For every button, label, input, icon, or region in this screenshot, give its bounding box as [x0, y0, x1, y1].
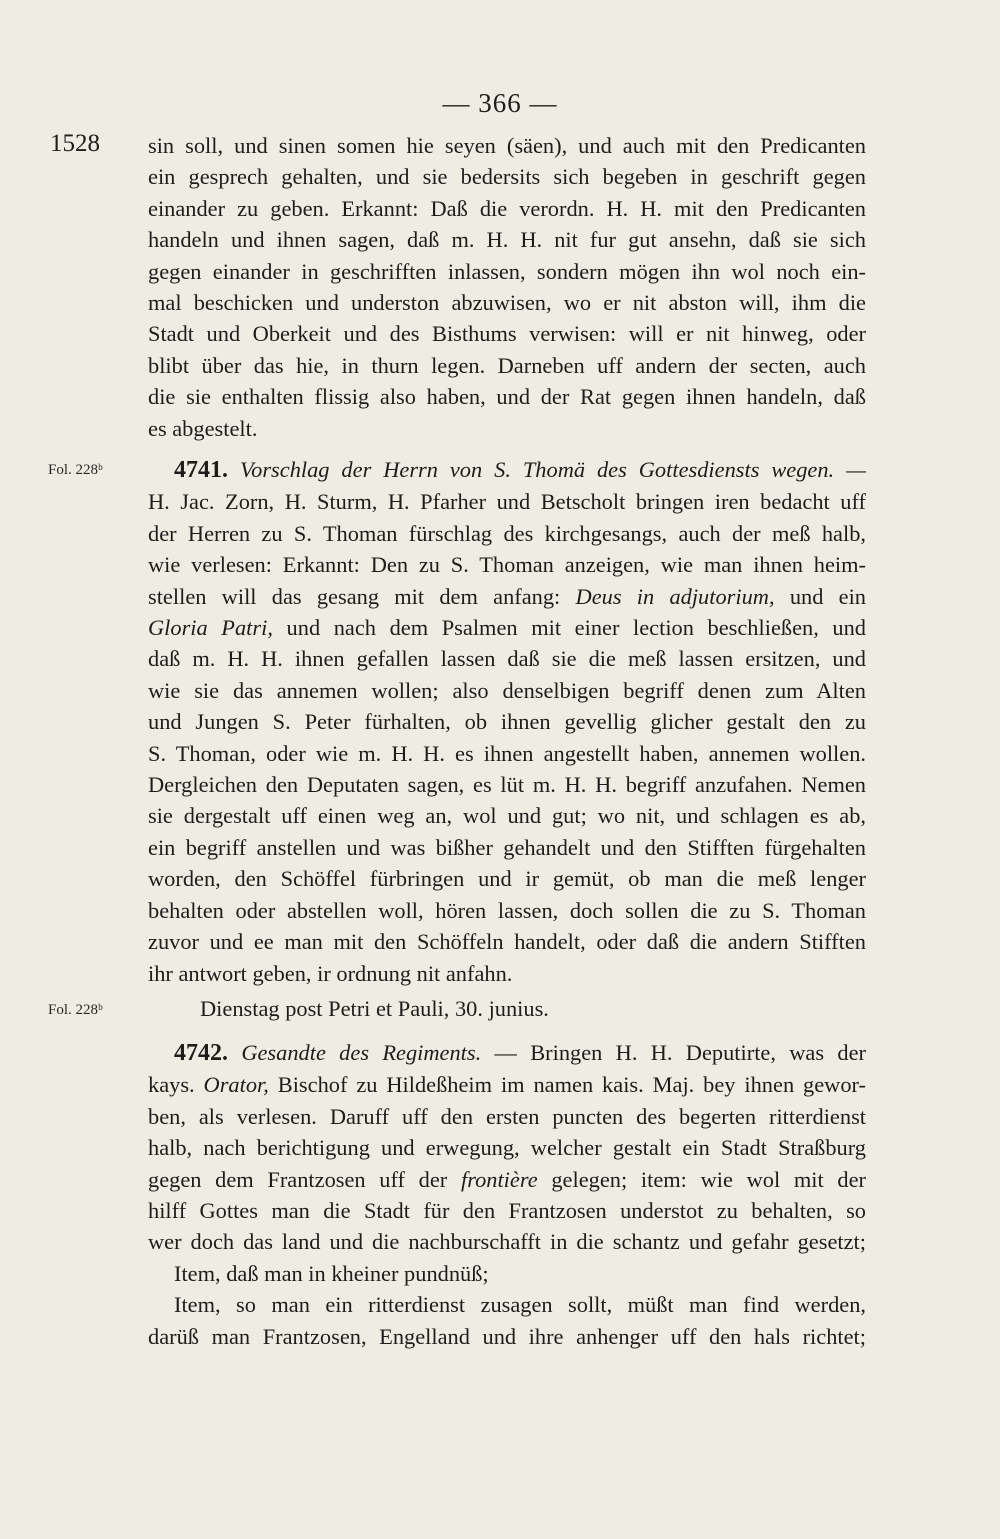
text-line: einander zu geben. Erkannt: Daß die verordn. H. H. mit den Predicanten [148, 195, 866, 221]
text-line: Dergleichen den Deputaten sagen, es lüt m. H. H. begriff anzufahen. Nemen [148, 772, 866, 798]
text-line: ein gesprech gehalten, und sie bedersits sich begeben in geschrift gegen [148, 164, 866, 190]
text-line: Item, daß man in kheiner pundnüß; [174, 1260, 489, 1286]
margin-folio-note: Fol. 228ᵇ [48, 1002, 103, 1018]
text-segment: Bischof zu Hildeßheim im namen kais. Maj. bey ihnen gewor- [277, 1072, 866, 1098]
text-line [148, 612, 866, 643]
entry-heading [148, 454, 866, 486]
margin-folio-note: Fol. 228ᵇ [48, 462, 103, 478]
text-line: handeln und ihnen sagen, daß m. H. H. nit fur gut ansehn, daß sie sich [148, 227, 866, 253]
entry-heading [148, 1037, 866, 1069]
text-segment: — Bringen H. H. Deputirte, was der [494, 1040, 866, 1065]
italic-term: frontière [460, 1166, 538, 1192]
text-line: Item, so man ein ritterdienst zusagen sollt, müßt man find werden, [174, 1292, 866, 1318]
entry-title: Vorschlag der Herrn von S. Thomä des Gottesdiensts wegen. — [239, 457, 866, 482]
text-line: hilff Gottes man die Stadt für den Frantzosen understot zu behalten, so [148, 1198, 866, 1224]
text-line: ein begriff anstellen und was bißher gehandelt und den Stifften fürgehalten [148, 834, 866, 860]
text-line: wie verlesen: Erkannt: Den zu S. Thoman anzeigen, wie man ihnen heim- [148, 552, 866, 578]
text-line: daß m. H. H. ihnen gefallen lassen daß sie die meß lassen ersitzen, und [148, 646, 866, 672]
text-line: behalten oder abstellen woll, hören lassen, doch sollen die zu S. Thoman [148, 897, 866, 923]
entry-number: 4742. [174, 1040, 228, 1066]
entry-4742 [148, 1037, 866, 1352]
text-segment: gegen dem Frantzosen uff der [148, 1166, 448, 1192]
text-segment: und nach dem Psalmen mit einer lection beschließen, und [286, 615, 866, 641]
text-line [148, 1069, 866, 1100]
paragraph-continuation [148, 130, 866, 444]
text-line: mal beschicken und underston abzuwisen, wo er nit abston will, ihm die [148, 290, 866, 316]
italic-term: Orator, [203, 1072, 269, 1098]
text-line: es abgestelt. [148, 415, 258, 441]
latin-phrase: Gloria Patri, [148, 615, 273, 641]
text-line [148, 581, 866, 612]
text-line: wie sie das annemen wollen; also denselbigen begriff denen zum Alten [148, 677, 866, 703]
entry-number: 4741. [174, 457, 228, 483]
text-line: die sie enthalten flissig also haben, und der Rat gegen ihnen handeln, daß [148, 384, 866, 410]
page-number: — 366 — [442, 88, 558, 118]
text-line: S. Thoman, oder wie m. H. H. es ihnen angestellt haben, annemen wollen. [148, 740, 866, 766]
text-line: wer doch das land und die nachburschafft in die schantz und gefahr gesetzt; [148, 1229, 866, 1255]
text-segment: und ein [789, 583, 866, 609]
text-line: sie dergestalt uff einen weg an, wol und gut; wo nit, und schlagen es ab, [148, 803, 866, 829]
latin-phrase: Deus in adjutorium, [575, 583, 775, 609]
text-line [148, 1164, 866, 1195]
text-segment: gelegen; item: wie wol mit der [551, 1166, 866, 1192]
text-line: ben, als verlesen. Daruff uff den ersten puncten des begerten ritterdienst [148, 1103, 866, 1129]
text-line: H. Jac. Zorn, H. Sturm, H. Pfarher und Betscholt bringen iren bedacht uff [148, 489, 866, 515]
entry-4741 [148, 454, 866, 989]
date-heading: Dienstag post Petri et Pauli, 30. junius. [200, 996, 549, 1021]
text-line: Stadt und Oberkeit und des Bisthums verwisen: will er nit hinweg, oder [148, 321, 866, 347]
text-line: worden, den Schöffel fürbringen und ir gemüt, ob man die meß lenger [148, 866, 866, 892]
margin-year: 1528 [50, 130, 100, 157]
text-segment: kays. [148, 1072, 195, 1098]
text-line: und Jungen S. Peter fürhalten, ob ihnen gevellig glicher gestalt den zu [148, 709, 866, 735]
entry-title: Gesandte des Regiments. [241, 1040, 482, 1065]
text-line: zuvor und ee man mit den Schöffeln handelt, oder daß die andern Stifften [148, 929, 866, 955]
text-line: der Herren zu S. Thoman fürschlag des kirchgesangs, auch der meß halb, [148, 520, 866, 546]
text-segment: stellen will das gesang mit dem anfang: [148, 583, 561, 609]
text-line: blibt über das hie, in thurn legen. Darneben uff andern der secten, auch [148, 352, 866, 378]
text-line: darüß man Frantzosen, Engelland und ihre anhenger uff den hals richtet; [148, 1323, 866, 1349]
text-line: sin soll, und sinen somen hie seyen (säen), und auch mit den Predicanten [148, 133, 866, 158]
text-line: ihr antwort geben, ir ordnung nit anfahn. [148, 960, 513, 986]
text-line: halb, nach berichtigung und erwegung, welcher gestalt ein Stadt Straßburg [148, 1135, 866, 1161]
text-line: gegen einander in geschrifften inlassen, sondern mögen ihn wol noch ein- [148, 258, 866, 284]
